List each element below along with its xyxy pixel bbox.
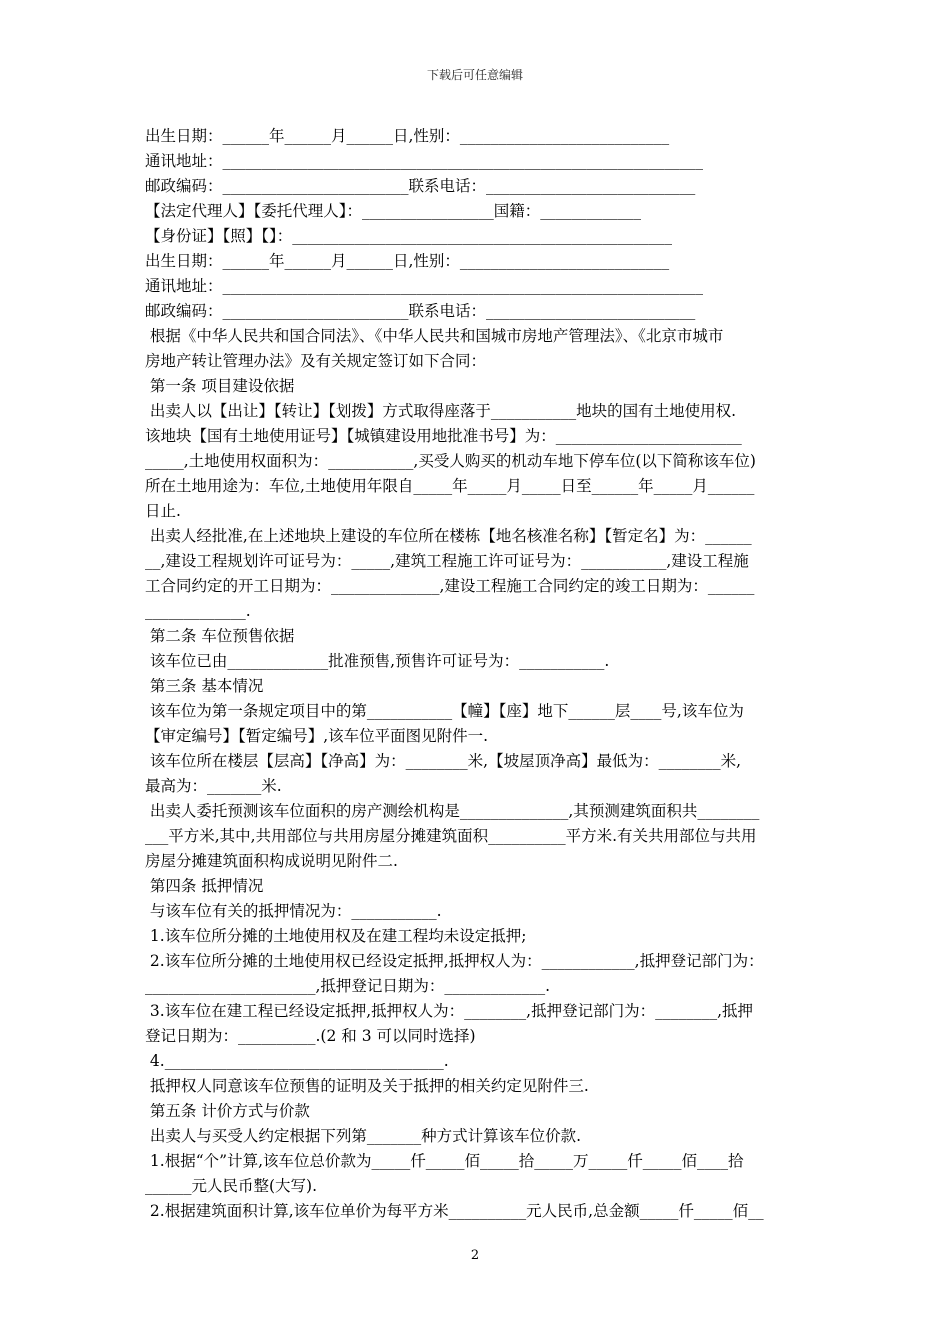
- text-line: 最高为：_______米.: [145, 777, 282, 795]
- text-line: 1.该车位所分摊的土地使用权及在建工程均未设定抵押;: [145, 927, 527, 945]
- text-line: ______________________,抵押登记日期为：_____________.: [145, 977, 551, 995]
- text-line: 出卖人经批准,在上述地块上建设的车位所在楼栋【地名核准名称】【暂定名】为：______: [145, 527, 752, 545]
- text-line: 通讯地址：______________________________________________________________: [145, 152, 704, 170]
- text-line: ______元人民币整(大写).: [145, 1177, 318, 1195]
- text-line: 第五条 计价方式与价款: [145, 1102, 310, 1120]
- text-line: _____,土地使用权面积为：___________,买受人购买的机动车地下停车位(以下简称该车位): [145, 452, 756, 470]
- text-line: 出卖人委托预测该车位面积的房产测绘机构是______________,其预测建筑面积共________: [145, 802, 760, 820]
- page-number: 2: [470, 1248, 480, 1263]
- text-line: 日止.: [145, 502, 181, 520]
- text-line: _____________.: [145, 602, 251, 620]
- text-line: 登记日期为：__________.(2 和 3 可以同时选择): [145, 1027, 476, 1045]
- text-line: 根据《中华人民共和国合同法》、《中华人民共和国城市房地产管理法》、《北京市城市: [145, 327, 724, 345]
- page-header-note: 下载后可任意编辑: [426, 68, 523, 82]
- text-line: 第三条 基本情况: [145, 677, 264, 695]
- text-line: 该地块【国有土地使用证号】【城镇建设用地批准书号】为：________________________: [145, 427, 742, 445]
- text-line: 通讯地址：______________________________________________________________: [145, 277, 704, 295]
- text-line: 房地产转让管理办法》及有关规定签订如下合同：: [145, 352, 487, 370]
- text-line: 房屋分摊建筑面积构成说明见附件二.: [145, 852, 398, 870]
- text-line: __,建设工程规划许可证号为：_____,建筑工程施工许可证号为：___________,建设工程施: [145, 552, 749, 570]
- text-line: 2.该车位所分摊的土地使用权已经设定抵押,抵押权人为：____________,抵押登记部门为：: [145, 952, 764, 970]
- text-line: 出生日期：______年______月______日,性别：___________________________: [145, 252, 670, 270]
- text-line: 邮政编码：________________________联系电话：___________________________: [145, 302, 696, 320]
- text-line: 1.根据“个”计算,该车位总价款为_____仟_____佰_____拾_____万_____仟_____佰____拾: [145, 1152, 744, 1170]
- text-line: 4.____________________________________.: [145, 1052, 449, 1070]
- text-line: 【审定编号】【暂定编号】,该车位平面图见附件一.: [145, 727, 489, 745]
- text-line: 第一条 项目建设依据: [145, 377, 295, 395]
- text-line: 与该车位有关的抵押情况为：___________.: [145, 902, 442, 920]
- text-line: 【法定代理人】【委托代理人】：_________________国籍：_____________: [145, 202, 642, 220]
- text-line: 出卖人以【出让】【转让】【划拨】方式取得座落于___________地块的国有土地使用权.: [145, 402, 737, 420]
- text-line: 第二条 车位预售依据: [145, 627, 295, 645]
- text-line: 工合同约定的开工日期为：______________,建设工程施工合同约定的竣工日期为：______: [145, 577, 755, 595]
- text-line: 2.根据建筑面积计算,该车位单价为每平方米__________元人民币,总金额_____仟_____佰__: [145, 1202, 764, 1220]
- text-line: 所在土地用途为：车位,土地使用年限自_____年_____月_____日至______年_____月______: [145, 477, 755, 495]
- text-line: 【身份证】【照】【】：_________________________________________________: [145, 227, 673, 245]
- text-line: 3.该车位在建工程已经设定抵押,抵押权人为：________,抵押登记部门为：________,抵押: [145, 1002, 753, 1020]
- text-line: 邮政编码：________________________联系电话：___________________________: [145, 177, 696, 195]
- text-line: 该车位所在楼层【层高】【净高】为：________米,【坡屋顶净高】最低为：________米,: [145, 752, 742, 770]
- text-line: 出卖人与买受人约定根据下列第_______种方式计算该车位价款.: [145, 1127, 582, 1145]
- text-line: 该车位为第一条规定项目中的第___________【幢】【座】地下______层____号,该车位为: [145, 702, 744, 720]
- text-line: 第四条 抵押情况: [145, 877, 264, 895]
- text-line: 出生日期：______年______月______日,性别：___________________________: [145, 127, 670, 145]
- text-line: 该车位已由_____________批准预售,预售许可证号为：___________.: [145, 652, 610, 670]
- text-line: 抵押权人同意该车位预售的证明及关于抵押的相关约定见附件三.: [145, 1077, 589, 1095]
- text-line: ___平方米,其中,共用部位与共用房屋分摊建筑面积__________平方米.有关共用部位与共用: [145, 827, 757, 845]
- document-body: [145, 124, 807, 1224]
